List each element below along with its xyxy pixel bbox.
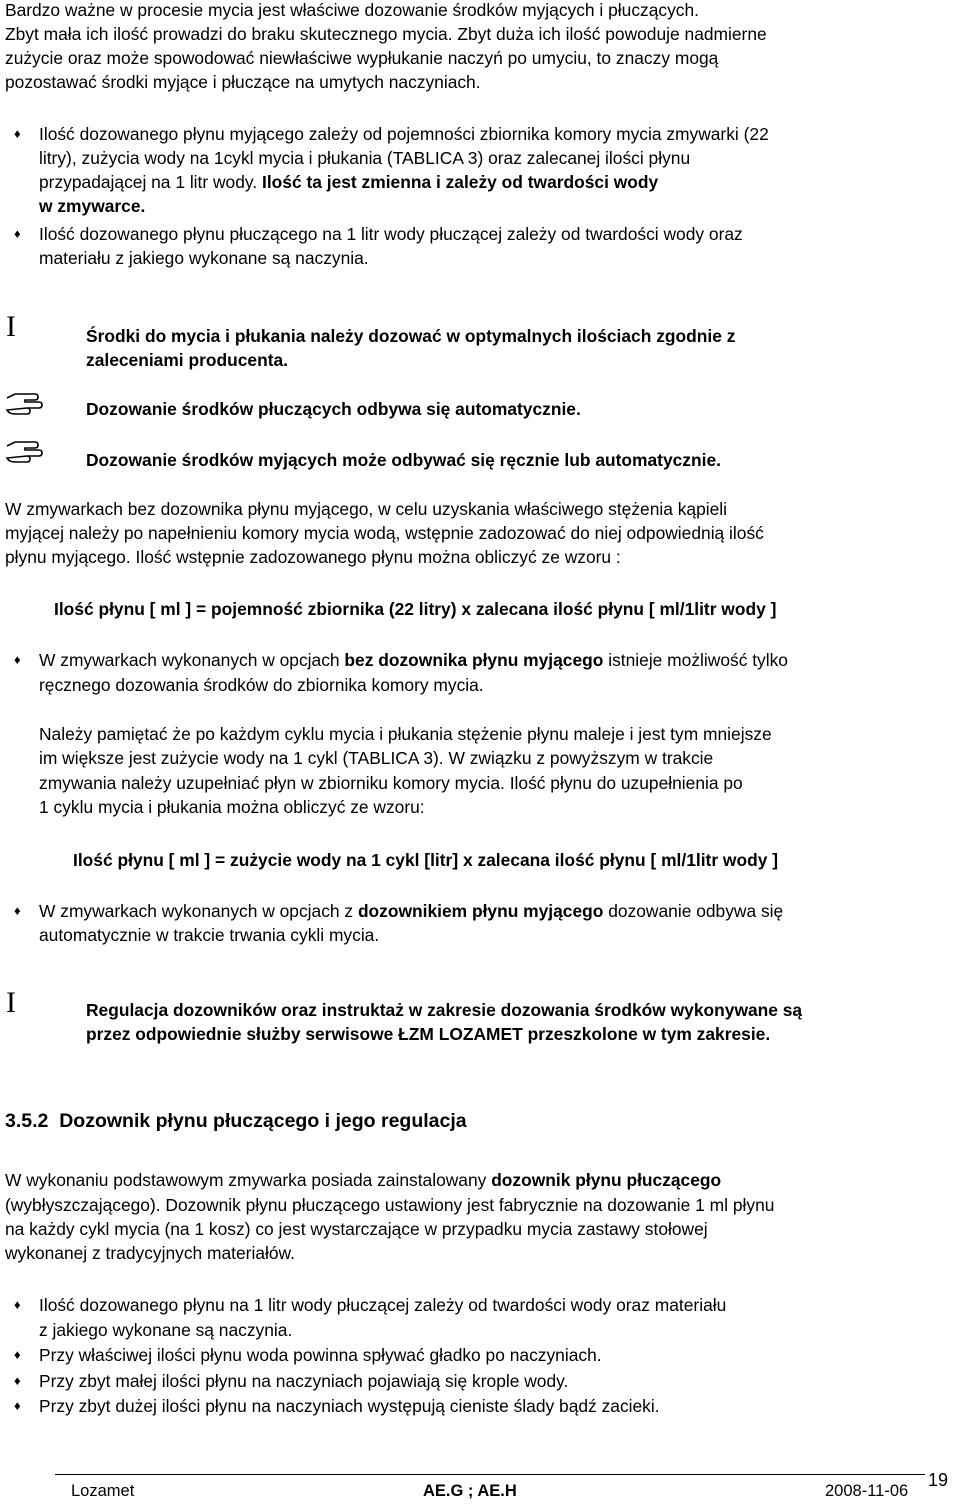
diamond-bullet-icon: ♦ [14, 903, 21, 918]
bullet-4-text-bold: dozownikiem płynu myjącego [357, 901, 604, 921]
note-1-line-2: zaleceniami producenta. [86, 350, 288, 370]
bullet-5-line-2: z jakiego wykonane są naczynia. [39, 1320, 293, 1340]
bullet-3-text-a: W zmywarkach wykonanych w opcjach [39, 650, 345, 670]
bullet-3-para-line-3: zmywania należy uzupełniać płyn w zbiorniku komory mycia. Ilość płynu do uzupełnienia po [39, 773, 743, 793]
diamond-bullet-icon: ♦ [14, 226, 21, 241]
footer-date: 2008-11-06 [825, 1482, 909, 1500]
diamond-bullet-icon: ♦ [14, 126, 21, 141]
bullet-3-line-2: ręcznego dozowania środków do zbiornika komory mycia. [39, 675, 484, 695]
footer-company: Lozamet [71, 1482, 135, 1500]
footer-rule [55, 1474, 925, 1475]
pointing-hand-icon [5, 392, 51, 418]
para-2-line-2: myjącej należy po napełnieniu komory mycia wodą, wstępnie zadozować do niej odpowiednią ilość [5, 523, 764, 543]
bullet-2-line-2: materiału z jakiego wykonane są naczynia. [39, 248, 369, 268]
bullet-3-para-line-4: 1 cyklu mycia i płukania można obliczyć ze wzoru: [39, 797, 425, 817]
para-2-line-1: W zmywarkach bez dozownika płynu myjącego, w celu uzyskania właściwego stężenia kąpieli [5, 499, 728, 519]
bullet-5-line-1: Ilość dozowanego płynu na 1 litr wody płuczącej zależy od twardości wody oraz materiału [39, 1295, 727, 1315]
diamond-bullet-icon: ♦ [14, 1398, 21, 1413]
page-number: 19 [928, 1470, 949, 1490]
bullet-1-line-2: litry), zużycia wody na 1cykl mycia i płukania (TABLICA 3) oraz zalecanej ilości płynu [39, 148, 691, 168]
para-2-line-3: płynu myjącego. Ilość wstępnie zadozowanego płynu można obliczyć ze wzoru : [5, 547, 621, 567]
bullet-2-line-1: Ilość dozowanego płynu płuczącego na 1 litr wody płuczącej zależy od twardości wody oraz [39, 224, 743, 244]
section-number: 3.5.2 [5, 1110, 49, 1132]
section-heading [5, 1108, 467, 1134]
formula-1: Ilość płynu [ ml ] = pojemność zbiornika (22 litry) x zalecana ilość płynu [ ml/1litr wody ] [54, 599, 777, 619]
bullet-1-line-4: w zmywarce. [39, 196, 146, 216]
section-title: Dozownik płynu płuczącego i jego regulacja [59, 1110, 467, 1132]
note-3: Dozowanie środków myjących może odbywać się ręcznie lub automatycznie. [86, 450, 721, 470]
intro-line-4: pozostawać środki myjące i płuczące na umytych naczyniach. [5, 72, 481, 92]
bullet-6: Przy właściwej ilości płynu woda powinna spływać gładko po naczyniach. [39, 1345, 602, 1365]
bullet-8: Przy zbyt dużej ilości płynu na naczyniach występują cieniste ślady bądź zacieki. [39, 1396, 660, 1416]
diamond-bullet-icon: ♦ [14, 652, 21, 667]
intro-line-1: Bardzo ważne w procesie mycia jest właściwe dozowanie środków myjących i płuczących. [5, 0, 699, 20]
note-2: Dozowanie środków płuczących odbywa się automatycznie. [86, 399, 581, 419]
bullet-3-para-line-2: im większe jest zużycie wody na 1 cykl (TABLICA 3). W związku z powyższym w trakcie [39, 748, 714, 768]
info-i-icon: I [6, 986, 16, 1019]
formula-2: Ilość płynu [ ml ] = zużycie wody na 1 cykl [litr] x zalecana ilość płynu [ ml/1litr wody ] [73, 850, 778, 870]
intro-line-3: zużycie oraz może spowodować niewłaściwe wypłukanie naczyń po umyciu, to znaczy mogą [5, 48, 719, 68]
bullet-3-text-bold: bez dozownika płynu myjącego [344, 650, 604, 670]
intro-line-2: Zbyt mała ich ilość prowadzi do braku skutecznego mycia. Zbyt duża ich ilość powoduje nadmierne [5, 24, 767, 44]
note-4-line-1: Regulacja dozowników oraz instruktaż w zakresie dozowania środków wykonywane są [86, 1000, 803, 1020]
bullet-7: Przy zbyt małej ilości płynu na naczyniach pojawiają się krople wody. [39, 1371, 569, 1391]
footer-model: AE.G ; AE.H [423, 1482, 517, 1500]
diamond-bullet-icon: ♦ [14, 1297, 21, 1312]
info-i-icon: I [6, 310, 16, 343]
bullet-1-line-3-bold: Ilość ta jest zmienna i zależy od twardości wody [261, 172, 659, 192]
bullet-3-para-line-1: Należy pamiętać że po każdym cyklu mycia i płukania stężenie płynu maleje i jest tym mniejsze [39, 724, 772, 744]
diamond-bullet-icon: ♦ [14, 1373, 21, 1388]
section-line-1 [5, 1168, 721, 1192]
section-line-3: na każdy cykl mycia (na 1 kosz) co jest wystarczające w przypadku mycia zastawy stołowej [5, 1219, 708, 1239]
section-line-1-text: W wykonaniu podstawowym zmywarka posiada zainstalowany [5, 1170, 492, 1190]
bullet-3-line-1 [39, 648, 788, 672]
bullet-4-text-a: W zmywarkach wykonanych w opcjach z [39, 901, 358, 921]
section-line-1-bold: dozownik płynu płuczącego [491, 1170, 722, 1190]
bullet-4-line-2: automatycznie w trakcie trwania cykli mycia. [39, 925, 380, 945]
note-1-line-1: Środki do mycia i płukania należy dozować w optymalnych ilościach zgodnie z [86, 326, 736, 346]
note-4-line-2: przez odpowiednie służby serwisowe ŁZM LOZAMET przeszkolone w tym zakresie. [86, 1024, 771, 1044]
section-line-2: (wybłyszczającego). Dozownik płynu płuczącego ustawiony jest fabrycznie na dozowanie 1 ml płynu [5, 1195, 775, 1215]
bullet-4-text-c: dozowanie odbywa się [603, 901, 784, 921]
pointing-hand-icon [5, 440, 51, 466]
diamond-bullet-icon: ♦ [14, 1347, 21, 1362]
bullet-3-text-c: istnieje możliwość tylko [603, 650, 788, 670]
bullet-1-line-3-text: przypadającej na 1 litr wody. [39, 172, 258, 192]
bullet-1-line-3 [39, 170, 658, 194]
section-line-4: wykonanej z tradycyjnych materiałów. [5, 1243, 295, 1263]
bullet-4-line-1 [39, 899, 783, 923]
bullet-1-line-1: Ilość dozowanego płynu myjącego zależy od pojemności zbiornika komory mycia zmywarki (22 [39, 124, 769, 144]
